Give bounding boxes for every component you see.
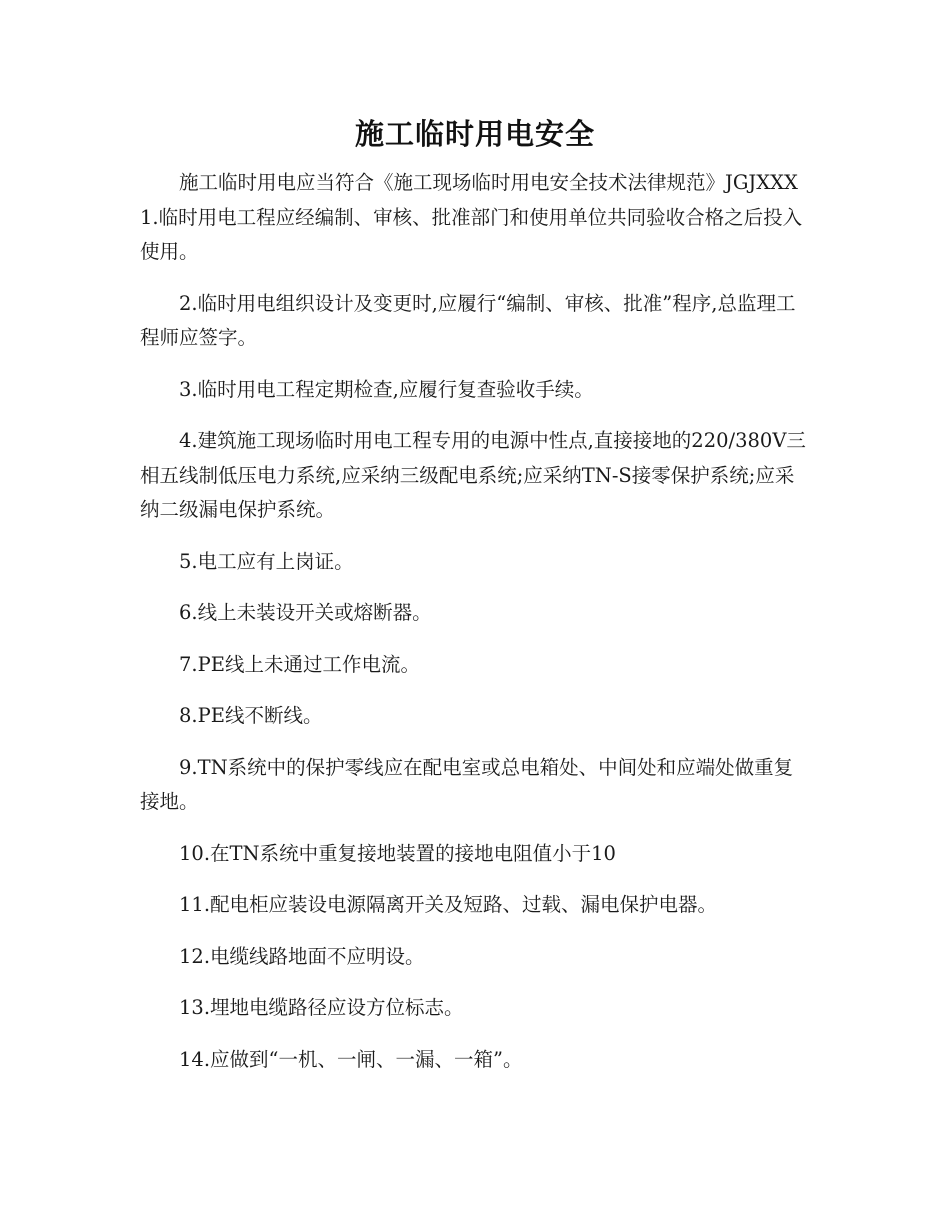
paragraph-item-11: 11.配电柜应装设电源隔离开关及短路、过载、漏电保护电器。 <box>179 893 718 916</box>
document-body <box>140 166 810 1094</box>
document-title: 施工临时用电安全 <box>354 117 595 151</box>
paragraph-item-6: 6.线上未装设开关或熔断器。 <box>179 601 432 624</box>
paragraph-item-2: 2.临时用电组织设计及变更时,应履行“编制、审核、批准”程序,总监理工程师应签字。 <box>140 291 796 349</box>
paragraph-item-7: 7.PE线上未通过工作电流。 <box>179 652 420 676</box>
paragraph-item-4: 4.建筑施工现场临时用电工程专用的电源中性点,直接接地的220/380V三相五线制低压电力系统,应采纳三级配电系统;应采纳TN-S接零保护系统;应采纳二级漏电保护系统。 <box>140 429 806 521</box>
paragraph-item-10: 10.在TN系统中重复接地装置的接地电阻值小于10 <box>179 841 616 865</box>
paragraph-item-5: 5.电工应有上岗证。 <box>179 549 354 573</box>
paragraph-item-13: 13.埋地电缆路径应设方位标志。 <box>179 996 464 1019</box>
paragraph-item-3: 3.临时用电工程定期检查,应履行复查验收手续。 <box>179 377 594 401</box>
paragraph-item-12: 12.电缆线路地面不应明设。 <box>179 944 425 968</box>
paragraph-item-9: 9.TN系统中的保护零线应在配电室或总电箱处、中间处和应端处做重复接地。 <box>140 755 794 813</box>
paragraph-item-14: 14.应做到“一机、一闸、一漏、一箱”。 <box>179 1047 523 1071</box>
paragraph-item-8: 8.PE线不断线。 <box>179 704 323 727</box>
paragraph-intro: 施工临时用电应当符合《施工现场临时用电安全技术法律规范》JGJXXX1.临时用电工程应经编制、审核、批准部门和使用单位共同验收合格之后投入使用。 <box>140 171 803 263</box>
